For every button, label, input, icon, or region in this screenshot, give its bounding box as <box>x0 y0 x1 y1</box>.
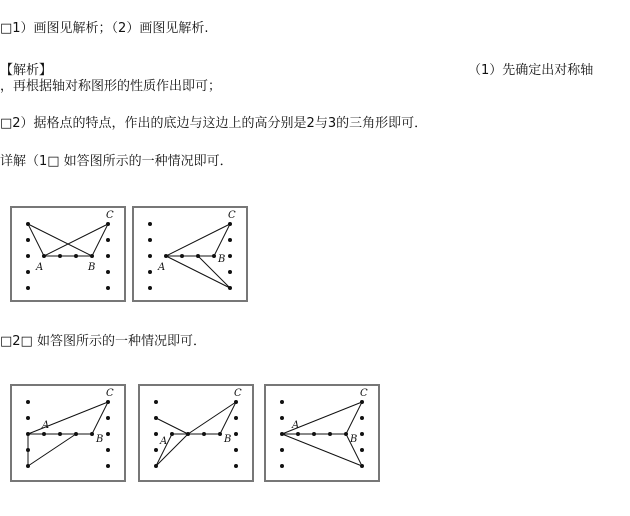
figure-3-grid-triangle <box>10 384 126 482</box>
grid-dots-left <box>26 222 30 290</box>
figure-3-svg <box>12 386 124 480</box>
analysis-part2: □2）据格点的特点，作出的底边与这边上的高分别是2与3的三角形即可． <box>0 116 428 131</box>
point-label-b: B <box>218 254 226 265</box>
analysis-part1-rest: ，再根据轴对称图形的性质作出即可； <box>0 79 222 94</box>
point-label-b: B <box>350 434 358 445</box>
point-label-b: B <box>224 434 232 445</box>
analysis-part1-intro: （1）先确定出对称轴 <box>468 63 594 78</box>
shape-lines <box>28 224 108 256</box>
point-label-a: A <box>160 436 168 447</box>
point-label-b: B <box>96 434 104 445</box>
point-label-b: B <box>88 262 96 273</box>
grid-dots-right <box>106 222 110 290</box>
figure-2-svg <box>134 208 246 300</box>
figure-5-grid-triangle <box>264 384 380 482</box>
figure-4-grid-triangle <box>138 384 254 482</box>
point-label-c: C <box>228 210 236 221</box>
point-label-c: C <box>106 388 114 399</box>
answer-line: □1）画图见解析；（2）画图见解析. <box>0 21 209 36</box>
figure-2-grid-triangle <box>132 206 248 302</box>
figure-1-svg <box>12 208 124 300</box>
point-label-c: C <box>234 388 242 399</box>
point-label-c: C <box>360 388 368 399</box>
figure-5-svg <box>266 386 378 480</box>
figure-4-svg <box>140 386 252 480</box>
point-label-c: C <box>106 210 114 221</box>
figure-1-grid-triangle <box>10 206 126 302</box>
point-label-a: A <box>36 262 44 273</box>
detail-line-1: 详解（1□ 如答图所示的一种情况即可． <box>0 154 233 169</box>
point-label-a: A <box>292 420 300 431</box>
point-label-a: A <box>42 420 50 431</box>
detail-line-2: □2□ 如答图所示的一种情况即可． <box>0 334 206 349</box>
analysis-heading: 【解析】 <box>0 63 53 78</box>
point-label-a: A <box>158 262 166 273</box>
